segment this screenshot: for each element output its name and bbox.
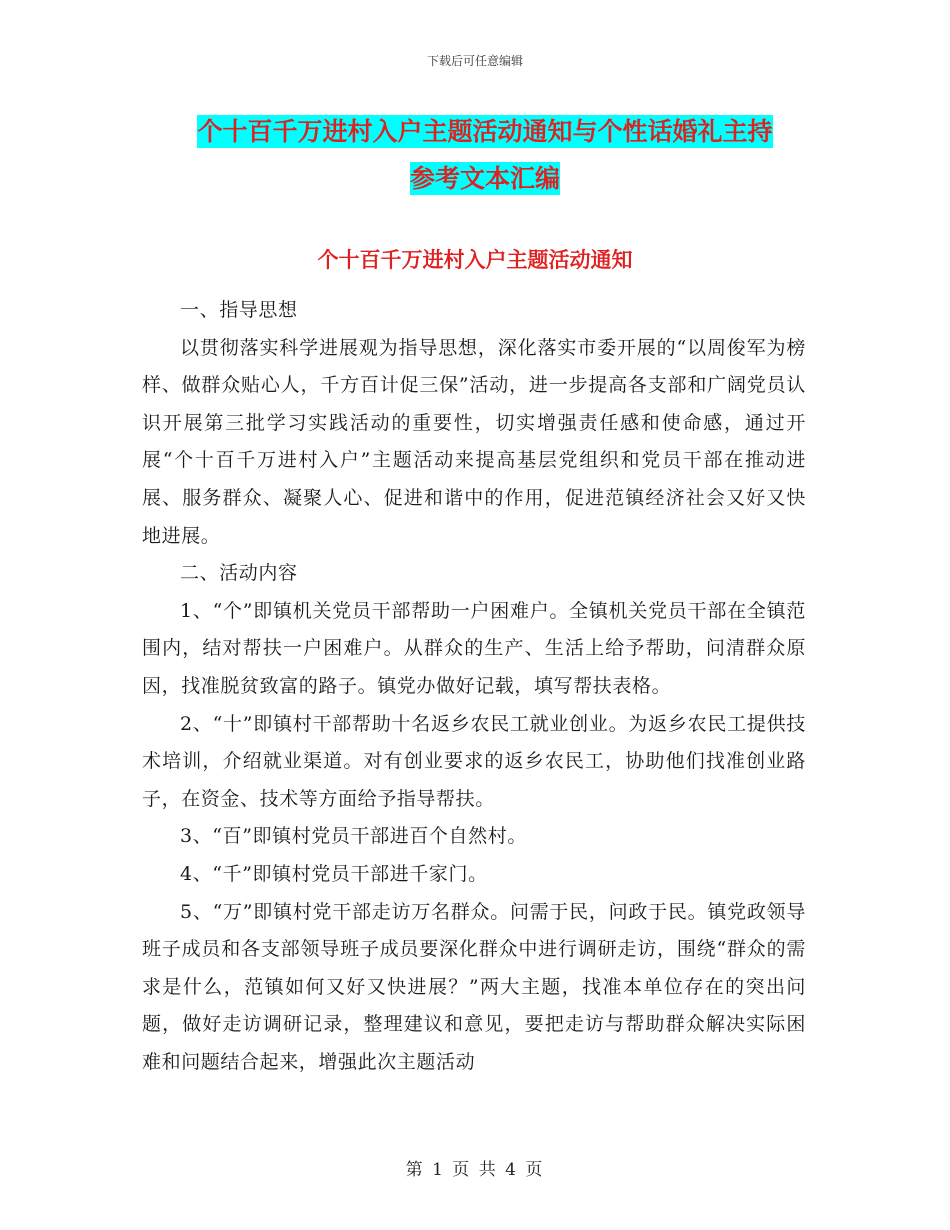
document-title xyxy=(140,108,830,202)
document-body xyxy=(142,292,806,1081)
paragraph-item-2: 2、“十”即镇村干部帮助十名返乡农民工就业创业。为返乡农民工提供技术培训，介绍就业渠道。对有创业要求的返乡农民工，协助他们找准创业路子，在资金、技术等方面给予指导帮扶。 xyxy=(142,712,806,810)
paragraph-item-3: 3、“百”即镇村党员干部进百个自然村。 xyxy=(180,825,527,848)
document-title-line1: 个十百千万进村入户主题活动通知与个性话婚礼主持 xyxy=(197,117,773,146)
paragraph-item-4: 4、“千”即镇村党员干部进千家门。 xyxy=(180,862,488,885)
section-title: 个十百千万进村入户主题活动通知 xyxy=(317,248,633,272)
paragraph-item-1: 1、“个”即镇机关党员干部帮助一户困难户。全镇机关党员干部在全镇范围内，结对帮扶一户困难户。从群众的生产、生活上给予帮助，问清群众原因，找准脱贫致富的路子。镇党办做好记载，填写帮扶表格。 xyxy=(142,599,806,697)
document-title-line2: 参考文本汇编 xyxy=(409,164,560,193)
paragraph-guiding-ideology: 以贯彻落实科学进展观为指导思想，深化落实市委开展的“以周俊军为榜样、做群众贴心人，千方百计促三保”活动，进一步提高各支部和广阔党员认识开展第三批学习实践活动的重要性，切实增强责任感和使命感，通过开展“个十百千万进村入户”主题活动来提高基层党组织和党员干部在推动进展、服务群众、凝聚人心、促进和谐中的作用，促进范镇经济社会又好又快地进展。 xyxy=(142,336,806,547)
heading-guiding-ideology: 一、指导思想 xyxy=(180,299,298,321)
heading-activity-content: 二、活动内容 xyxy=(180,562,298,585)
paragraph-item-5: 5、“万”即镇村党干部走访万名群众。问需于民，问政于民。镇党政领导班子成员和各支部领导班子成员要深化群众中进行调研走访，围绕“群众的需求是什么，范镇如何又好又快进展？”两大主题，找准本单位存在的突出问题，做好走访调研记录，整理建议和意见，要把走访与帮助群众解决实际困难和问题结合起来，增强此次主题活动 xyxy=(142,900,806,1073)
header-note: 下载后可任意编辑 xyxy=(426,54,523,68)
page-number-footer: 第 1 页 共 4 页 xyxy=(405,1160,545,1180)
